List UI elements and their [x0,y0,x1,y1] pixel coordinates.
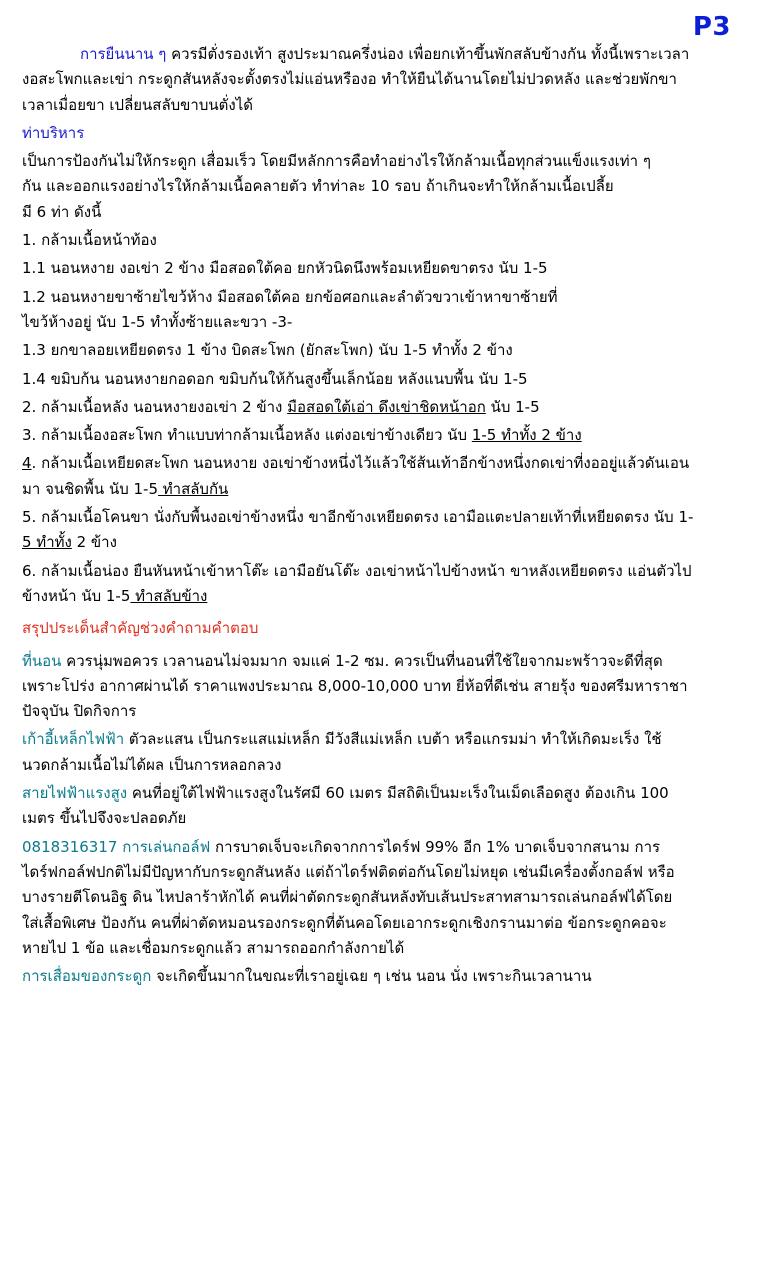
qa-golf-text-1: การบาดเจ็บจะเกิดจากการไดร์ฟ 99% อีก 1% บาดเจ็บจากสนาม การ [210,837,661,856]
exercise-item-6-line-a [22,559,731,583]
qa-heading: สรุปประเด็นสำคัญช่วงคำถามคำตอบ [22,619,259,638]
qa-golf-line-c [22,885,731,909]
qa-powerline-text-1: คนที่อยู่ใต้ไฟฟ้าแรงสูงในรัศมี 60 เมตร มีสถิติเป็นมะเร็งในเม็ดเลือดสูง ต้องเกิน 100 [127,784,669,803]
qa-mattress-text-3: ปัจจุบัน ปิดกิจการ [22,702,137,721]
exercise-item-2b: นับ 1-5 [485,397,540,416]
exercise-intro-3-line [22,200,731,224]
exercise-item-1-2-line-b [22,310,731,334]
exercise-item-6-line-b [22,584,731,608]
exercise-item-2-line [22,395,731,419]
exercise-item-4-line-b [22,477,731,501]
standing-text-2: งอสะโพกและเข่า กระดูกสันหลังจะตั้งตรงไม่แอ่นหรืองอ ทำให้ยืนได้นานโดยไม่ปวดหลัง และช่วยพักขา [22,70,677,89]
exercise-item-1-2a: 1.2 นอนหงายขาซ้ายไขว้ห้าง มือสอดใต้คอ ยกข้อศอกและลำตัวขวาเข้าหาขาซ้ายที่ [22,287,558,306]
exercise-item-3a: 3. กล้ามเนื้องอสะโพก ทำแบบท่ากล้ามเนื้อหลัง แต่งอเข่าข้างเดียว นับ [22,426,472,445]
qa-chair-line-a [22,727,731,751]
qa-golf-text-5: หายไป 1 ข้อ และเชื่อมกระดูกแล้ว สามารถออกกำลังกายได้ [22,938,405,957]
qa-chair-text-2: นวดกล้ามเนื้อไม่ได้ผล เป็นการหลอกลวง [22,755,282,774]
qa-golf-label: 0818316317 การเล่นกอล์ฟ [22,837,211,856]
qa-powerline-line-a [22,781,731,805]
exercise-item-2a: 2. กล้ามเนื้อหลัง นอนหงายงอเข่า 2 ข้าง [22,397,288,416]
exercise-intro-2: กัน และออกแรงอย่างไรให้กล้ามเนื้อคลายตัว ทำท่าละ 10 รอบ ถ้าเกินจะทำให้กล้ามเนื้อเปลี้ย [22,177,614,196]
qa-golf-line-a [22,835,731,859]
qa-mattress-line-c [22,699,731,723]
qa-golf-line-e [22,936,731,960]
exercise-item-6b: ข้างหน้า นับ 1-5 [22,586,131,605]
spacer-13 [22,609,731,616]
qa-degeneration-line [22,964,731,988]
qa-mattress-line-b [22,674,731,698]
paragraph-standing [22,42,731,66]
exercise-item-1-4-line [22,367,731,391]
exercise-item-1: 1. กล้ามเนื้อหน้าท้อง [22,231,157,250]
heading-exercise-line [22,121,731,145]
exercise-item-4-underlined: ทำสลับกัน [158,479,229,498]
exercise-item-1-4: 1.4 ขมิบก้น นอนหงายกอดอก ขมิบก้นให้ก้นสูงขึ้นเล็กน้อย หลังแนบพื้น นับ 1-5 [22,369,528,388]
exercise-item-1-3: 1.3 ยกขาลอยเหยียดตรง 1 ข้าง บิดสะโพก (ยักสะโพก) นับ 1-5 ทำทั้ง 2 ข้าง [22,341,513,360]
qa-golf-text-2: ไดร์ฟกอล์ฟปกติไม่มีปัญหากับกระดูกสันหลัง แต่ถ้าไดร์ฟติดต่อกันโดยไม่หยุด เช่นมีเครื่องตั้งกอล์ฟ หรือ [22,862,675,881]
exercise-item-5-line-b [22,530,731,554]
exercise-item-6a: 6. กล้ามเนื้อน่อง ยืนหันหน้าเข้าหาโต๊ะ เอามือยันโต๊ะ งอเข่าหน้าไปข้างหน้า ขาหลังเหยียดตรง แอ่นตัวไป [22,561,692,580]
qa-golf-line-d [22,911,731,935]
standing-text-1: ควรมีตั่งรองเท้า สูงประมาณครึ่งน่อง เพื่อยกเท้าขึ้นพักสลับข้างกัน ทั้งนี้เพราะเวลา [166,45,690,63]
qa-chair-label: เก้าอี้เหล็กไฟฟ้า [22,730,125,749]
qa-powerline-line-b [22,806,731,830]
qa-chair-text-1: ตัวละแสน เป็นกระแสแม่เหล็ก มีวังสีแม่เหล็ก เบต้า หรือแกรมม่า ทำให้เกิดมะเร็ง ใช้ [124,730,662,749]
spacer-14 [22,642,731,649]
qa-heading-line [22,616,731,640]
qa-chair-line-b [22,753,731,777]
qa-degeneration-label: การเสื่อมของกระดูก [22,967,152,986]
exercise-intro-3: มี 6 ท่า ดังนี้ [22,202,102,221]
exercise-intro-1-line [22,149,731,173]
exercise-item-1-1-line [22,256,731,280]
qa-golf-text-4: ใส่เสื้อพิเศษ ป้องกัน คนที่ผ่าตัดหมอนรองกระดูกที่ต้นคอโดยเอากระดูกเชิงกรานมาต่อ ข้อกระดูกคอจะ [22,913,667,932]
exercise-item-5-underlined: 5 ทำทั้ง [22,533,72,552]
exercise-item-1-2b: ไขว้ห้างอยู่ นับ 1-5 ทำทั้งซ้ายและขวา -3- [22,312,293,331]
qa-powerline-text-2: เมตร ขึ้นไปจึงจะปลอดภัย [22,809,187,828]
standing-label: การยืนนาน ๆ [80,45,167,63]
exercise-item-6-underlined: ทำสลับข้าง [130,586,208,605]
exercise-item-4b: มา จนชิดพื้น นับ 1-5 [22,479,158,498]
exercise-item-5-line-a [22,505,731,529]
exercise-item-2-underlined: มือสอดใต้เอ่า ดึงเข่าชิดหน้าอก [287,397,486,416]
qa-mattress-line-a [22,649,731,673]
qa-degeneration-text: จะเกิดขึ้นมากในขณะที่เราอยู่เฉย ๆ เช่น นอน นั่ง เพราะกินเวลานาน [151,967,592,986]
exercise-item-4-number: 4 [22,454,32,473]
exercise-intro-1: เป็นการป้องกันไม่ให้กระดูก เสื่อมเร็ว โดยมีหลักการคือทำอย่างไรให้กล้ามเนื้อทุกส่วนแข็งแรงเท่า ๆ [22,152,651,171]
page-number-marker: P3 [692,12,731,42]
qa-mattress-text-2: เพราะโปร่ง อากาศผ่านได้ ราคาแพงประมาณ 8,000-10,000 บาท ยี่ห้อที่ดีเช่น สายรุ้ง ของศรีมหาราชา [22,676,688,695]
exercise-item-1-1: 1.1 นอนหงาย งอเข่า 2 ข้าง มือสอดใต้คอ ยกหัวนิดนึงพร้อมเหยียดขาตรง นับ 1-5 [22,259,548,278]
qa-mattress-label: ที่นอน [22,651,62,670]
heading-exercise: ท่าบริหาร [22,123,85,142]
qa-golf-line-b [22,860,731,884]
standing-text-3-line [22,93,731,117]
exercise-intro-2-line [22,174,731,198]
exercise-item-3-line [22,423,731,447]
exercise-item-4-line-a [22,451,731,475]
exercise-item-4a: . กล้ามเนื้อเหยียดสะโพก นอนหงาย งอเข่าข้างหนึ่งไว้แล้วใช้ส้นเท้าอีกข้างหนึ่งกดเข่าที่งออยู่แล้วดันเอน [31,454,690,473]
qa-powerline-label: สายไฟฟ้าแรงสูง [22,784,128,803]
exercise-item-5a: 5. กล้ามเนื้อโคนขา นั่งกับพื้นงอเข่าข้างหนึ่ง ขาอีกข้างเหยียดตรง เอามือแตะปลายเท้าที่เหยียดตรง นับ 1- [22,508,694,527]
exercise-item-1-2-line-a [22,285,731,309]
qa-golf-text-3: บางรายตีโดนอิฐ ดิน ไหปลาร้าหักได้ คนที่ผ่าตัดกระดูกสันหลังทับเส้นประสาทสามารถเล่นกอล์ฟได้โดย [22,888,673,907]
qa-mattress-text-1: ควรนุ่มพอควร เวลานอนไม่จมมาก จมแค่ 1-2 ซม. ควรเป็นที่นอนที่ใช้ใยจากมะพร้าวจะดีที่สุด [61,651,663,670]
exercise-item-3-underlined: 1-5 ทำทั้ง 2 ข้าง [471,426,582,445]
top-spacer [22,8,731,42]
exercise-item-5b: 2 ข้าง [71,533,117,552]
exercise-item-1-3-line [22,338,731,362]
standing-text-3: เวลาเมื่อยขา เปลี่ยนสลับขาบนตั่งได้ [22,95,253,114]
standing-text-2-line [22,67,731,91]
exercise-item-1-line [22,228,731,252]
